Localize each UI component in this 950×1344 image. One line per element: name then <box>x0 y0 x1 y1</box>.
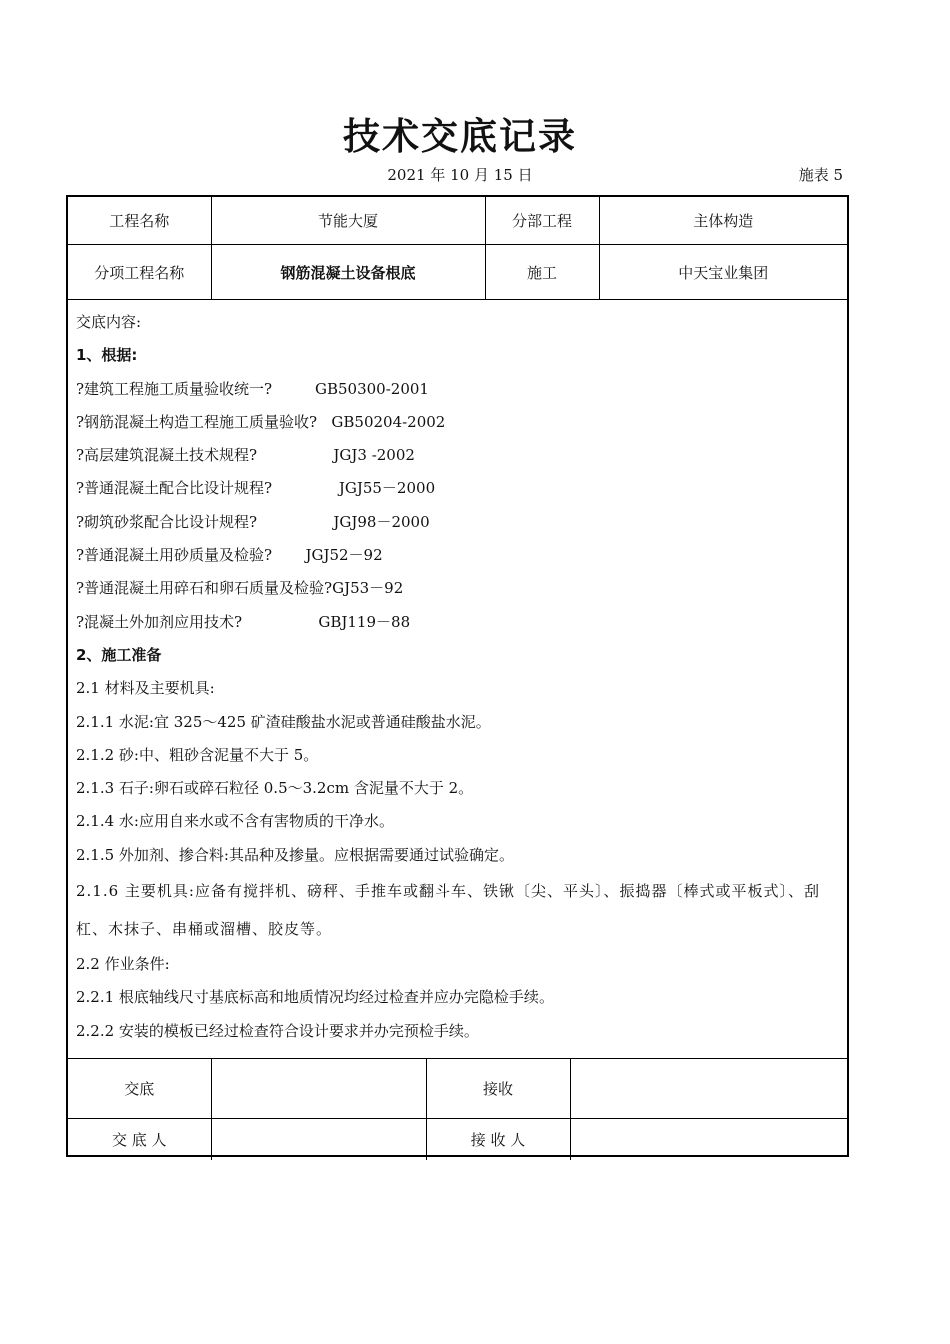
handover-person-cell[interactable] <box>211 1119 426 1161</box>
standard-item: ?普通混凝土用碎石和卵石质量及检验?GJ53－92 <box>76 579 404 598</box>
standard-item: ?砌筑砂浆配合比设计规程? JGJ98－2000 <box>76 512 430 531</box>
subitem-label: 分项工程名称 <box>68 245 211 300</box>
condition-item: 2.2.2 安装的模板已经过检查符合设计要求并办完预检手续。 <box>76 1021 479 1040</box>
standard-item: ?混凝土外加剂应用技术? GBJ119－88 <box>76 612 411 631</box>
receive-person-cell[interactable] <box>570 1119 847 1161</box>
section-heading-basis: 1、根据: <box>76 346 138 365</box>
construction-value: 中天宝业集团 <box>599 245 847 300</box>
handover-person-label: 交 底 人 <box>68 1119 211 1161</box>
subitem-value: 钢筋混凝土设备根底 <box>211 245 485 300</box>
material-item: 2.1.1 水泥:宜 325～425 矿渣硅酸盐水泥或普通硅酸盐水泥。 <box>76 712 491 731</box>
handover-signature-cell[interactable] <box>211 1059 426 1119</box>
record-form <box>66 195 849 1157</box>
signoff-person-row <box>68 1119 847 1161</box>
standard-item: ?普通混凝土配合比设计规程? JGJ55－2000 <box>76 479 436 498</box>
standard-item: ?建筑工程施工质量验收统一? GB50300-2001 <box>76 379 429 398</box>
material-item: 2.1.6 主要机具:应备有搅拌机、磅秤、手推车或翻斗车、铁锹〔尖、平头〕、振捣器〔棒式或平板式〕、刮杠、木抹子、串桶或溜槽、胶皮等。 <box>76 882 820 939</box>
document-title: 技术交底记录 <box>343 115 577 158</box>
project-name-label: 工程名称 <box>68 197 211 245</box>
standard-item: ?钢筋混凝土构造工程施工质量验收? GB50204-2002 <box>76 412 446 431</box>
subsection-heading: 2.2 作业条件: <box>76 955 170 974</box>
standard-item: ?普通混凝土用砂质量及检验? JGJ52－92 <box>76 546 383 565</box>
receive-person-label: 接 收 人 <box>426 1119 570 1161</box>
project-name-value: 节能大厦 <box>211 197 485 245</box>
signoff-row <box>68 1059 847 1119</box>
division-label: 分部工程 <box>485 197 599 245</box>
briefing-content <box>68 300 847 1058</box>
standard-item: ?高层建筑混凝土技术规程? JGJ3 -2002 <box>76 446 415 465</box>
material-item: 2.1.2 砂:中、粗砂含泥量不大于 5。 <box>76 745 319 764</box>
subitem-row <box>68 245 847 300</box>
signoff-table <box>68 1058 847 1160</box>
project-row <box>68 197 847 245</box>
construction-label: 施工 <box>485 245 599 300</box>
division-value: 主体构造 <box>599 197 847 245</box>
section-heading-preparation: 2、施工准备 <box>76 645 162 664</box>
handover-label: 交底 <box>68 1059 211 1119</box>
project-info-table <box>68 197 847 300</box>
form-number: 施表 5 <box>798 166 843 184</box>
receive-label: 接收 <box>426 1059 570 1119</box>
material-item: 2.1.4 水:应用自来水或不含有害物质的干净水。 <box>76 812 394 831</box>
content-intro: 交底内容: <box>76 313 142 331</box>
subsection-heading: 2.1 材料及主要机具: <box>76 679 215 698</box>
document-date: 2021 年 10 月 15 日 <box>387 166 533 184</box>
receive-signature-cell[interactable] <box>570 1059 847 1119</box>
condition-item: 2.2.1 根底轴线尺寸基底标高和地质情况均经过检查并应办完隐检手续。 <box>76 988 554 1007</box>
material-item: 2.1.3 石子:卵石或碎石粒径 0.5～3.2cm 含泥量不大于 2。 <box>76 779 474 798</box>
material-item: 2.1.5 外加剂、掺合料:其品种及掺量。应根据需要通过试验确定。 <box>76 845 514 864</box>
